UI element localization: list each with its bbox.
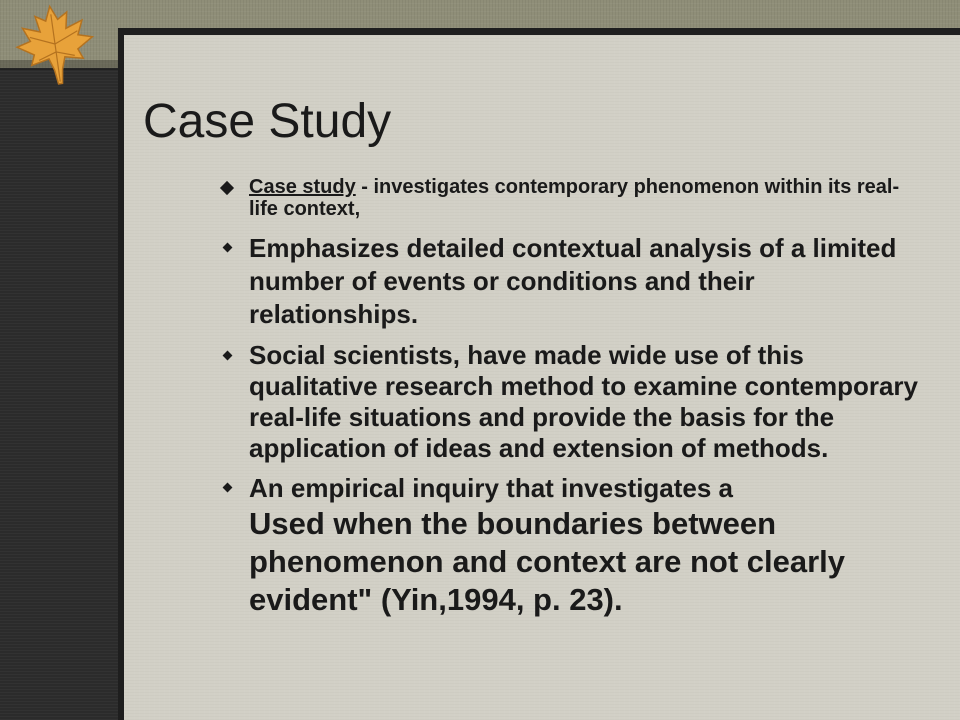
slide-title: Case Study [143, 95, 392, 148]
bullet-item [218, 340, 928, 464]
bullet-list [218, 176, 928, 619]
bullet-item [218, 176, 928, 220]
diamond-bullet-icon [223, 351, 233, 361]
bullet-text: Social scientists, have made wide use of this qualitative research method to examine contemporary real-life situations and provide the basis for the application of ideas and extension of methods. [249, 340, 918, 463]
bullet-item [218, 472, 928, 619]
left-dark-strip [0, 68, 118, 720]
bullet-text: - investigates contemporary phenomenon within its real-life context, [249, 176, 900, 220]
diamond-bullet-icon [223, 483, 233, 493]
bullet-text: Emphasizes detailed contextual analysis of a limited number of events or conditions and their relationships. [249, 233, 897, 329]
diamond-bullet-icon [220, 181, 234, 195]
bullet-text: An empirical inquiry that investigates a [249, 473, 734, 503]
maple-leaf-icon [0, 0, 110, 86]
diamond-bullet-icon [223, 243, 233, 253]
bullet-term: Case study [249, 176, 356, 198]
bullet-item [218, 232, 928, 331]
bullet-emphasis-text: Used when the boundaries between phenomenon and context are not clearly evident" (Yin,1994, p. 23). [249, 506, 846, 617]
